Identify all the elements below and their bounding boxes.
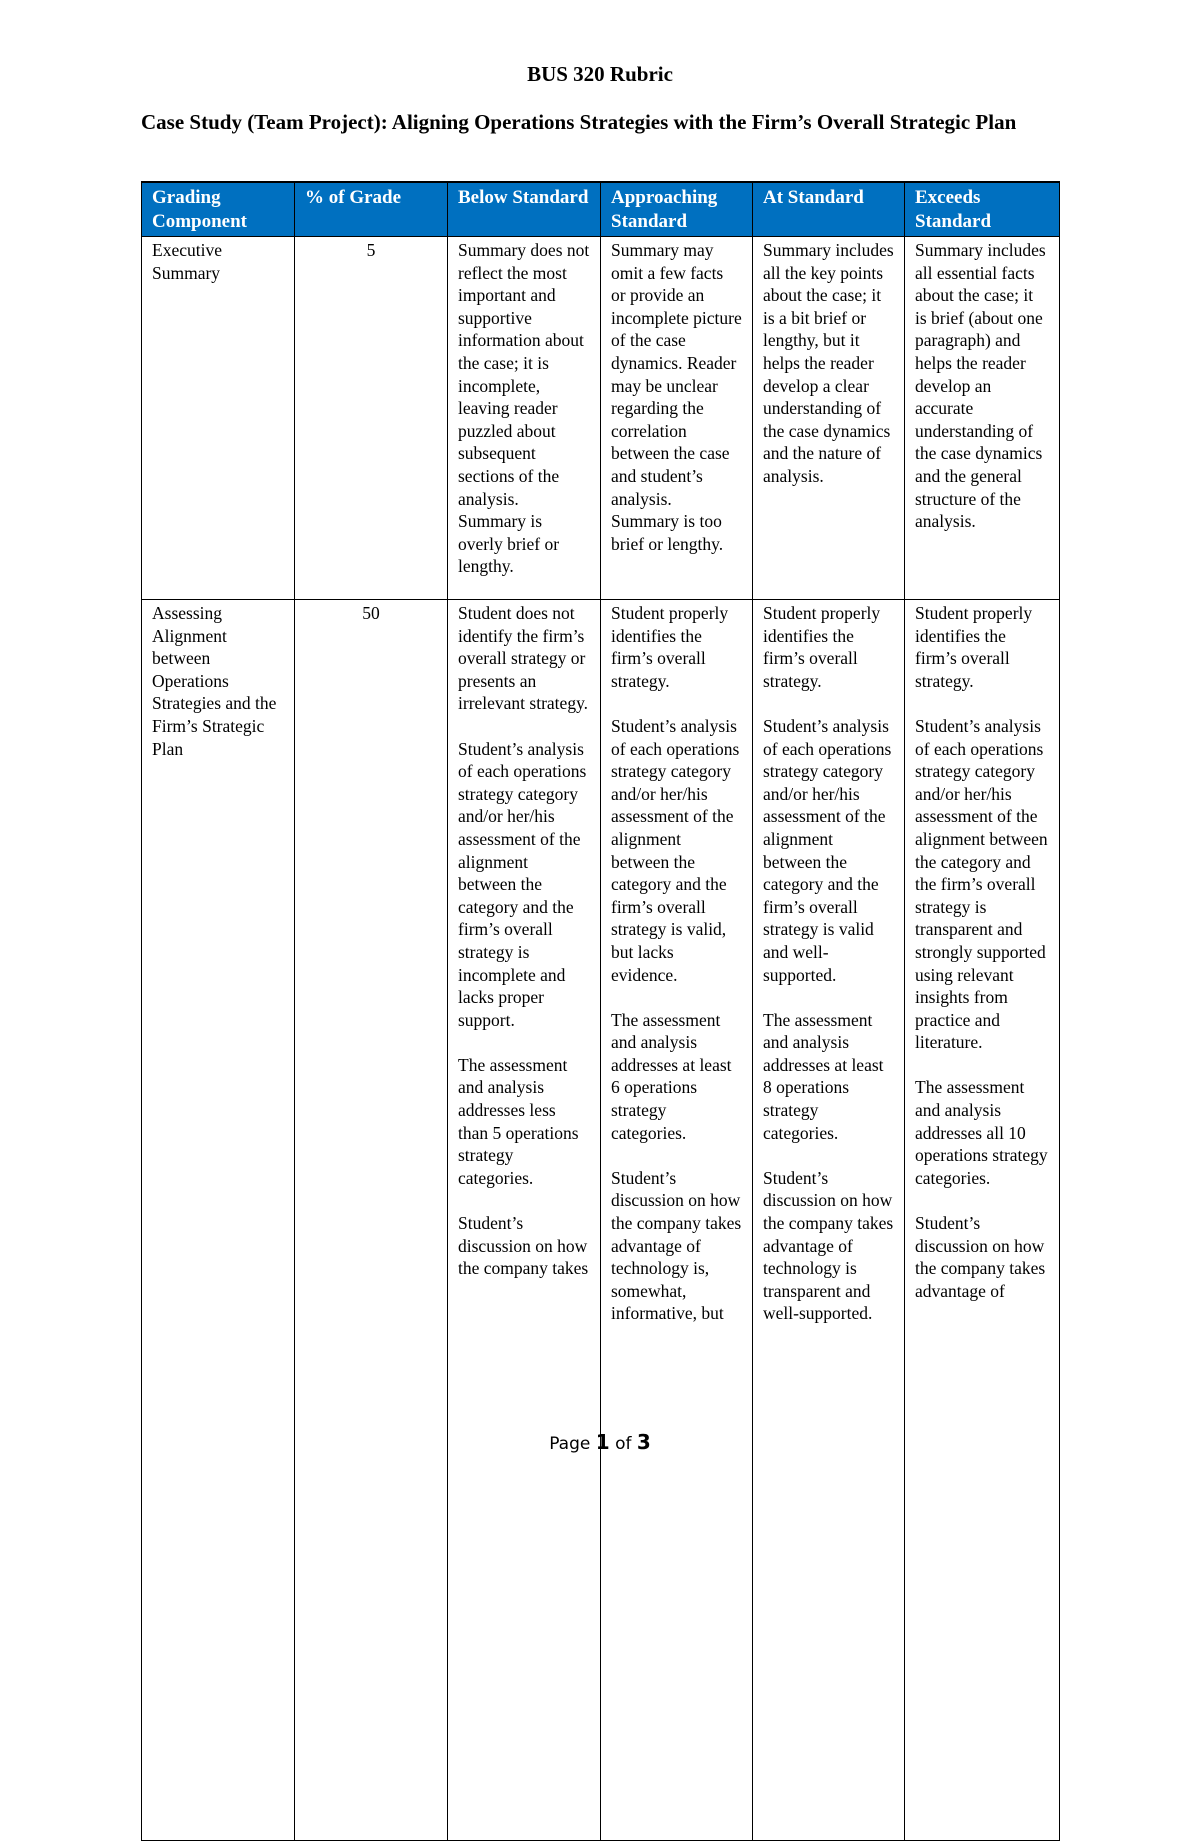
total-pages: 3 <box>636 1430 651 1454</box>
header-grading-component: Grading Component <box>142 182 295 237</box>
header-at-standard: At Standard <box>753 182 905 237</box>
row-at-standard: Summary includes all the key points about the case; it is a bit brief or lengthy, but it helps the reader develop a clear understanding of the case dynamics and the nature of analysis. <box>753 237 905 600</box>
of-label: of <box>615 1434 632 1454</box>
row-below-standard: Student does not identify the firm’s overall strategy or presents an irrelevant strategy. Student’s analysis of each operations strategy category and/or her/his assessment of the alignment between the category and the firm’s overall strategy is incomplete and lacks proper support. The assessment and analysis addresses less than 5 operations strategy categories. Student’s discussion on how the company takes <box>448 600 601 1841</box>
header-exceeds-standard: Exceeds Standard <box>905 182 1060 237</box>
row-grade: 5 <box>295 237 448 600</box>
current-page: 1 <box>595 1430 610 1454</box>
page-label: Page <box>549 1434 591 1454</box>
table-row <box>142 600 1060 1841</box>
table-row <box>142 237 1060 600</box>
row-grade: 50 <box>295 600 448 1841</box>
row-below-standard: Summary does not reflect the most important and supportive information about the case; it is incomplete, leaving reader puzzled about subsequent sections of the analysis. Summary is overly brief or lengthy. <box>448 237 601 600</box>
row-approaching-standard: Summary may omit a few facts or provide an incomplete picture of the case dynamics. Reader may be unclear regarding the correlation between the case and student’s analysis. Summary is too brief or lengthy. <box>601 237 753 600</box>
row-component: Executive Summary <box>142 237 295 600</box>
header-approaching-standard: Approaching Standard <box>601 182 753 237</box>
row-exceeds-standard: Summary includes all essential facts about the case; it is brief (about one paragraph) and helps the reader develop an accurate understanding of the case dynamics and the general structure of the analysis. <box>905 237 1060 600</box>
document-subtitle: Case Study (Team Project): Aligning Operations Strategies with the Firm’s Overall Strategic Plan <box>141 110 1017 134</box>
rubric-table <box>141 181 1060 1841</box>
page-number <box>0 1430 1200 1454</box>
header-row <box>142 182 1060 237</box>
row-approaching-standard: Student properly identifies the firm’s overall strategy. Student’s analysis of each operations strategy category and/or her/his assessment of the alignment between the category and the firm’s overall strategy is valid, but lacks evidence. The assessment and analysis addresses at least 6 operations strategy categories. Student’s discussion on how the company takes advantage of technology is, somewhat, informative, but <box>601 600 753 1841</box>
header-percent-of-grade: % of Grade <box>295 182 448 237</box>
document-title: BUS 320 Rubric <box>527 62 673 86</box>
row-component: Assessing Alignment between Operations Strategies and the Firm’s Strategic Plan <box>142 600 295 1841</box>
row-exceeds-standard: Student properly identifies the firm’s overall strategy. Student’s analysis of each operations strategy category and/or her/his assessment of the alignment between the category and the firm’s overall strategy is transparent and strongly supported using relevant insights from practice and literature. The assessment and analysis addresses all 10 operations strategy categories. Student’s discussion on how the company takes advantage of <box>905 600 1060 1841</box>
row-at-standard: Student properly identifies the firm’s overall strategy. Student’s analysis of each operations strategy category and/or her/his assessment of the alignment between the category and the firm’s overall strategy is valid and well-supported. The assessment and analysis addresses at least 8 operations strategy categories. Student’s discussion on how the company takes advantage of technology is transparent and well-supported. <box>753 600 905 1841</box>
header-below-standard: Below Standard <box>448 182 601 237</box>
